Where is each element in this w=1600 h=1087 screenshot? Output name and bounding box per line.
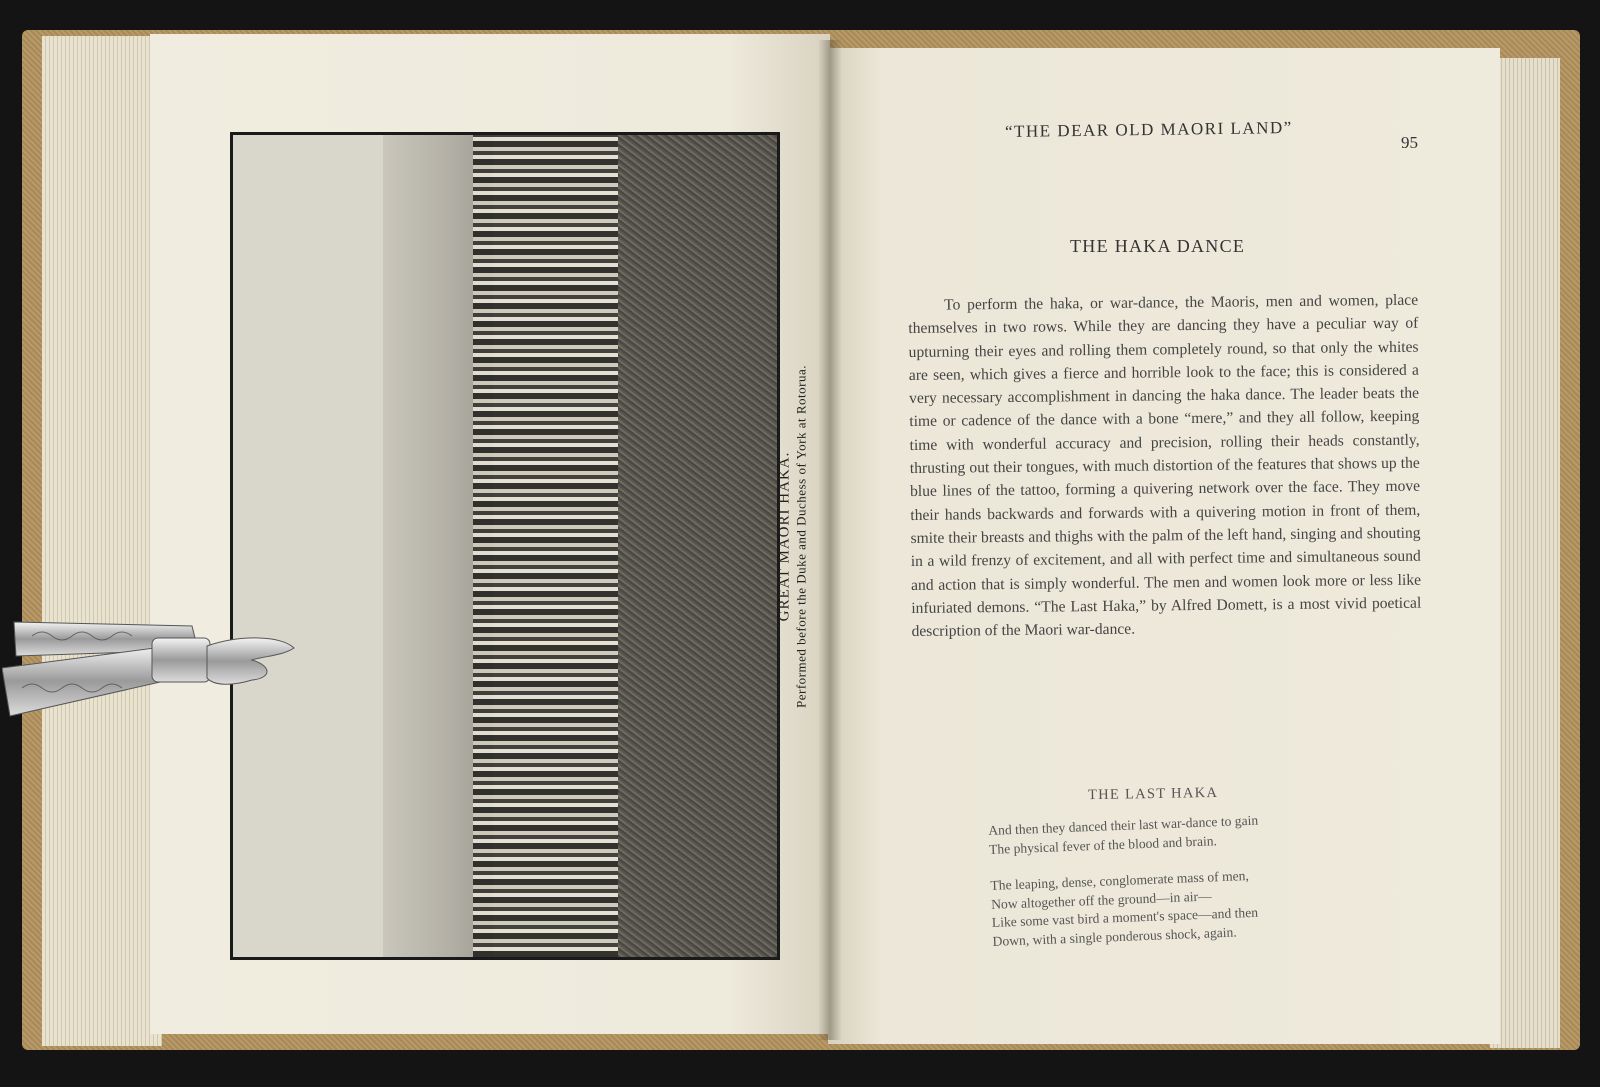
poem-title: THE LAST HAKA xyxy=(1087,784,1219,804)
poem-line: Like some vast bird a moment's space—and then xyxy=(991,904,1259,930)
page-edges-left xyxy=(42,36,162,1046)
poem-line: Down, with a single ponderous shock, again. xyxy=(992,924,1237,949)
poem-line: Now altogether off the ground—in air— xyxy=(990,887,1212,912)
poem-line: And then they danced their last war-dance to gain xyxy=(988,812,1259,838)
poem-stanza xyxy=(990,862,1373,951)
poem-body xyxy=(988,807,1373,968)
section-title: THE HAKA DANCE xyxy=(1070,236,1246,256)
plate-caption-title: GREAT MAORI HAKA. xyxy=(776,451,793,622)
plate-caption-subtitle: Performed before the Duke and Duchess of York at Rotorua. xyxy=(793,365,809,708)
plate-dancers xyxy=(473,135,623,957)
page-edges-right xyxy=(1490,58,1560,1048)
plate-ground xyxy=(618,135,777,957)
article-body xyxy=(908,289,1422,644)
bookmark-clip-icon xyxy=(2,616,302,726)
poem-line: The physical fever of the blood and brain. xyxy=(988,832,1218,857)
page-number: 95 xyxy=(1401,133,1418,152)
photo-plate xyxy=(230,132,780,960)
running-head: “THE DEAR OLD MAORI LAND” xyxy=(1004,117,1293,142)
plate-caption xyxy=(758,365,828,708)
article-paragraph: To perform the haka, or war-dance, the Maoris, men and women, place themselves in two rows. While they are dancing they have a peculiar way of upturning their eyes and rolling them completely round, so that only the whites are seen, which gives a fierce and horrible look to the face; this is considered a very necessary accomplishment in dancing the haka dance. The leader beats the time or cadence of the dance with a bone “mere,” and they all follow, keeping time with wonderful accuracy and precision, rolling their heads constantly, thrusting out their tongues, with much distortion of the features that shows up the blue lines of the tattoo, forming a quivering network over the face. They move their hands backwards and forwards with a quivering motion in front of them, smite their breasts and thighs with the palm of the left hand, singing and shouting in a wild frenzy of excitement, and all with perfect time and simultaneous sound and action that is simply wonderful. The men and women look more or less like infuriated demons. “The Last Haka,” by Alfred Domett, is a most vivid poetical description of the Maori war-dance. xyxy=(908,291,1422,641)
poem-line: The leaping, dense, conglomerate mass of men, xyxy=(990,868,1250,893)
